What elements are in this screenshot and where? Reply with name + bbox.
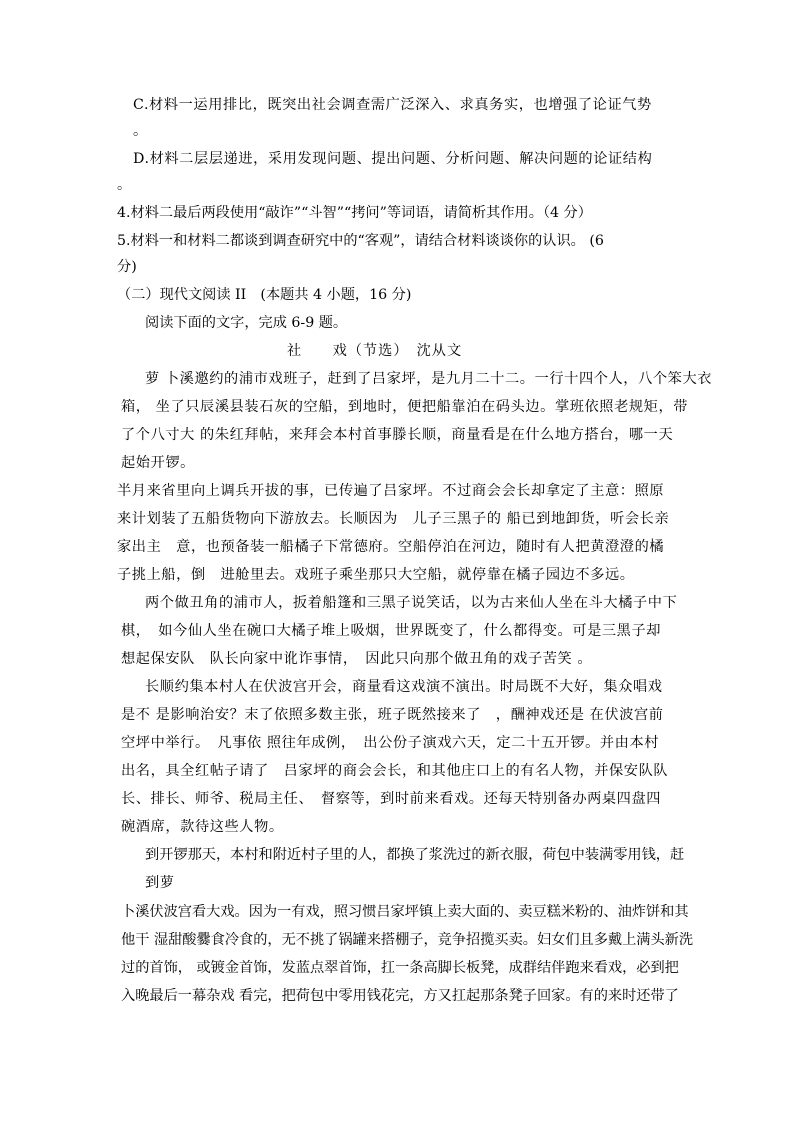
option-c-period: 。 (133, 123, 148, 139)
paragraph-line: 家出主 意，也预备装一船橘子下常德府。空船停泊在河边，随时有人把黄澄澄的橘 (117, 539, 665, 555)
paragraph-line: 两个做丑角的浦市人，扳着船篷和三黑子说笑话，以为古来仙人坐在斗大橘子中下 (145, 595, 678, 611)
question-4: 4.材料二最后两段使用“敲诈”“斗智”“拷问”等词语，请简析其作用。（4 分） (117, 205, 592, 221)
paragraph-line: 棋， 如今仙人坐在碗口大橘子堆上吸烟，世界既变了，什么都得变。可是三黑子却 (121, 623, 662, 639)
paragraph-line: 出名，具全红帖子请了 吕家坪的商会会长，和其他庄口上的有名人物，并保安队队 (121, 763, 669, 779)
paragraph-line: 想起保安队 队长向家中讹诈事情， 因此只向那个做丑角的戏子苦笑 。 (121, 651, 593, 667)
paragraph-line: 长顺约集本村人在伏波宫开会，商量看这戏演不演出。时局既不大好，集众唱戏 (145, 679, 663, 695)
paragraph-line: 碗酒席，款待这些人物。 (121, 819, 284, 835)
question-5: 5.材料一和材料二都谈到调查研究中的“客观”，请结合材料谈谈你的认识。 (6 (117, 233, 604, 249)
paragraph-line: 入晚最后一幕杂戏 看完，把荷包中零用钱花完，方又扛起那条凳子回家。有的来时还带了 (121, 988, 679, 1004)
paragraph-line: 了个八寸大 的朱红拜帖，来拜会本村首事滕长顺，商量看是在什么地方搭台，哪一天 (121, 427, 674, 443)
paragraph-line: 空坪中举行。 凡事依 照往年成例， 出公份子演戏六天，定二十五开锣。并由本村 (121, 735, 660, 751)
paragraph-line: 到开锣那天，本村和附近村子里的人，都换了浆洗过的新衣服，荷包中装满零用钱，赶 (145, 847, 685, 863)
paragraph-line: 萝 卜溪邀约的浦市戏班子，赶到了吕家坪，是九月二十二。一行十四个人，八个笨大衣 (145, 371, 713, 387)
article-title: 社 戏（节选） 沈从文 (287, 343, 463, 359)
reading-instruction: 阅读下面的文字，完成 6-9 题。 (145, 315, 348, 331)
paragraph-line: 长、排长、师爷、税局主任、 督察等，到时前来看戏。还每天特别备办两桌四盘四 (121, 791, 662, 807)
paragraph-line: 过的首饰， 或镀金首饰，发蓝点翠首饰，扛一条高脚长板凳，成群结伴跑来看戏，必到把 (121, 960, 679, 976)
paragraph-line: 他干 湿甜酸爨食冷食的，无不挑了锅罐来搭棚子，竞争招揽买卖。妇女们且多戴上满头新洗 (121, 932, 694, 948)
paragraph-line: 到萝 (145, 875, 175, 891)
section-heading: （二）现代文阅读 II (本题共 4 小题，16 分) (117, 287, 412, 303)
paragraph-line: 子挑上船，倒 进舱里去。戏班子乘坐那只大空船，就停靠在橘子园边不多远。 (117, 567, 635, 583)
paragraph-line: 是不 是影响治安？末了依照多数主张，班子既然接来了 ，酬神戏还是 在伏波宫前 (121, 707, 664, 723)
paragraph-line: 来计划装了五船货物向下游放去。长顺因为 儿子三黑子的 船已到地卸货，听会长亲 (117, 511, 670, 527)
option-d-line: D.材料二层层递进，采用发现问题、提出问题、分析问题、解决问题的论证结构 (133, 151, 653, 167)
option-c-line: C.材料一运用排比，既突出社会调查需广泛深入、求真务实，也增强了论证气势 (133, 97, 652, 113)
paragraph-line: 卜溪伏波宫看大戏。因为一有戏，照习惯吕家坪镇上卖大面的、卖豆糕米粉的、油炸饼和其 (121, 904, 689, 920)
paragraph-line: 箱， 坐了只辰溪县装石灰的空船，到地时，便把船靠泊在码头边。掌班依照老规矩，带 (121, 399, 689, 415)
question-5-score: 分) (117, 259, 137, 275)
paragraph-line: 起始开锣。 (121, 455, 195, 471)
paragraph-line: 半月来省里向上调兵开拔的事，已传遍了吕家坪。不过商会会长却拿定了主意：照原 (117, 483, 665, 499)
option-d-period: 。 (117, 177, 132, 193)
